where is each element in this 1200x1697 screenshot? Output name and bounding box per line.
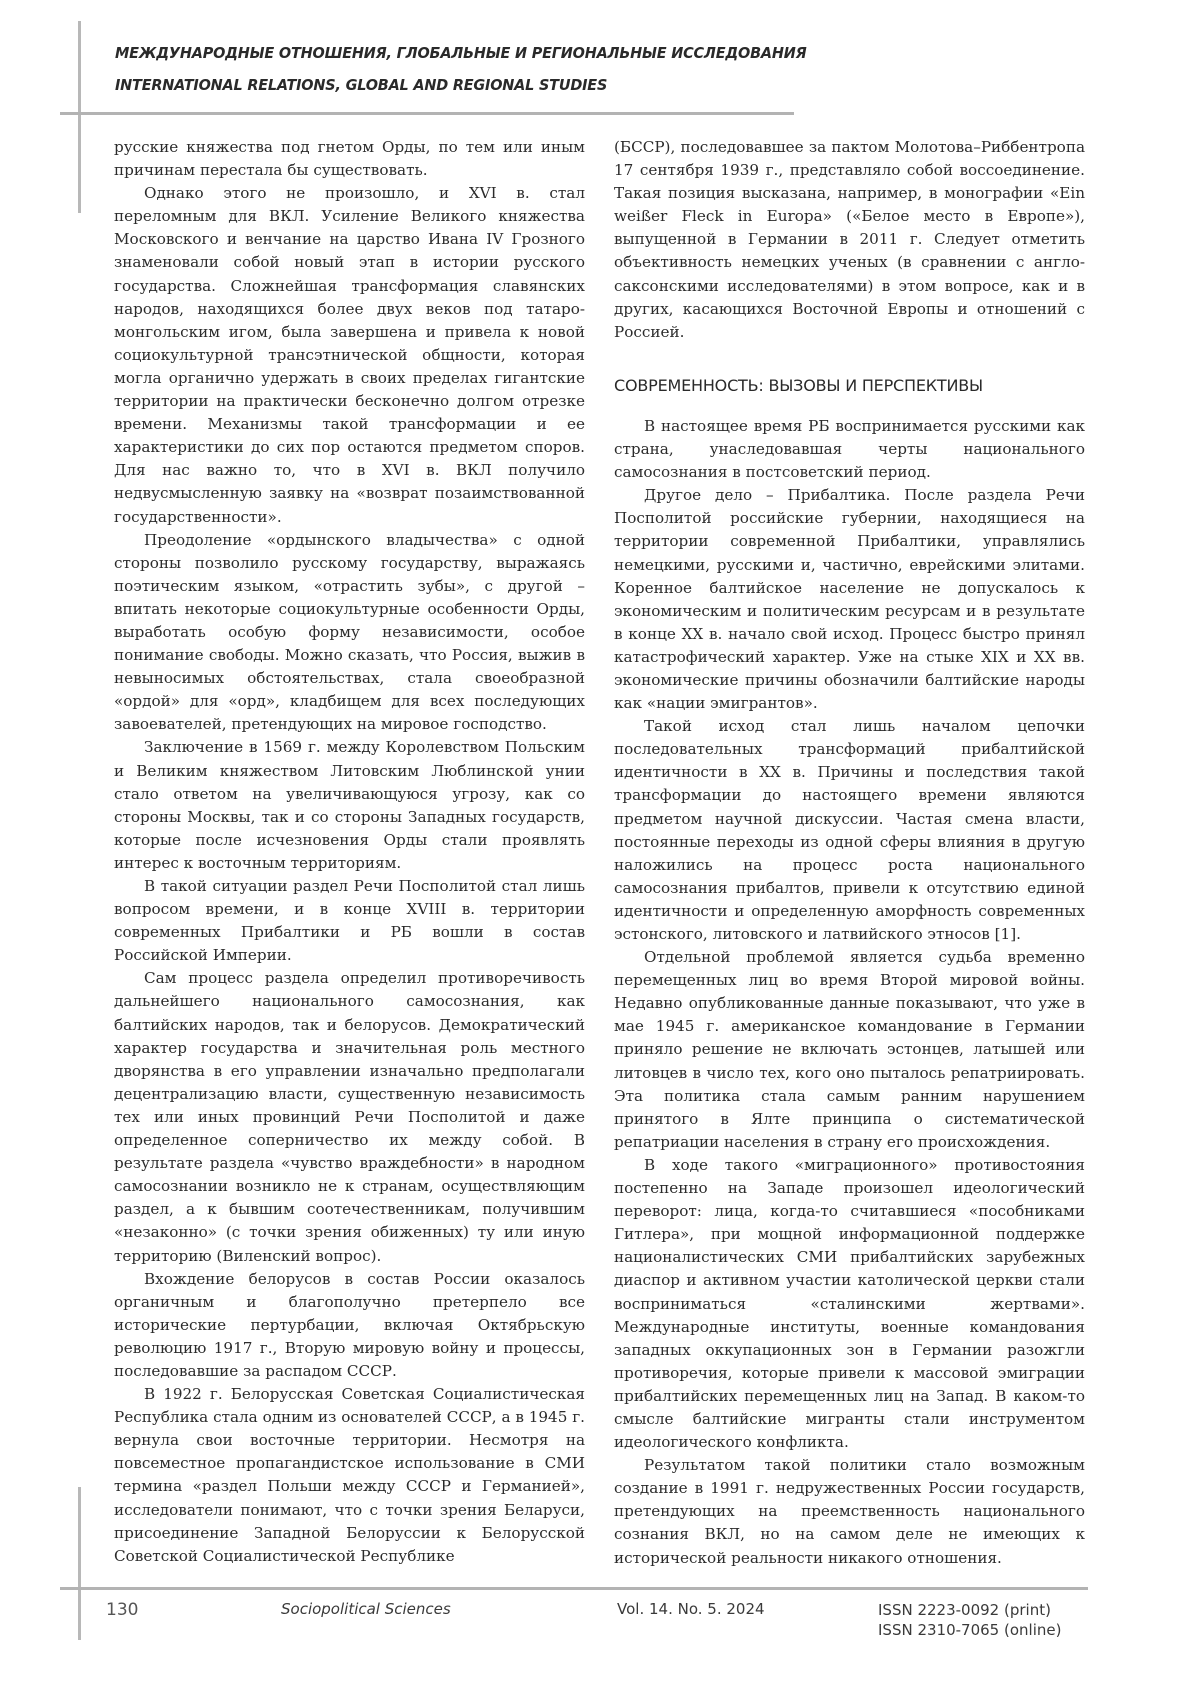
paragraph: Сам процесс раздела определил противоречивость дальнейшего национального самосознания, как балтийских народов, так и белорусов. Демократический характер государства и значительная роль местного дворянства в его управлении изначально предполагали децентрализацию власти, существенную независимость тех или иных провинций Речи Посполитой и даже определенное соперничество их между собой. В результате раздела «чувство враждебности» в народном самосознании возникло не к странам, осуществляющим раздел, а к бывшим соотечественникам, получившим «незаконно» (с точки зрения обиженных) ту или иную территорию (Виленский вопрос). bbox=[114, 969, 585, 1265]
paragraph: (БССР), последовавшее за пактом Молотова–Риббентропа 17 сентября 1939 г., представляло собой воссоединение. Такая позиция высказана, например, в монографии «Ein weißer Fleck in Europa» («Белое место в Европе»), выпущенной в Германии в 2011 г. Следует отметить объективность немецких ученых (в сравнении с англо-саксонскими исследователями) в этом вопросе, как и в других, касающихся Восточной Европы и отношений с Россией. bbox=[614, 138, 1085, 341]
journal-name: Sociopolitical Sciences bbox=[281, 1600, 451, 1618]
paragraph: Вхождение белорусов в состав России оказалось органичным и благополучно претерпело все исторические пертурбации, включая Октябрьскую революцию 1917 г., Вторую мировую войну и процессы, последовавшие за распадом СССР. bbox=[114, 1269, 585, 1380]
paragraph: Такой исход стал лишь началом цепочки последовательных трансформаций прибалтийской идентичности в XX в. Причины и последствия такой трансформации до настоящего времени являются предметом научной дискуссии. Частая смена власти, постоянные переходы из одной сферы влияния в другую наложились на процесс роста национального самосознания прибалтов, привели к отсутствию единой идентичности и определенную аморфность современных эстонского, литовского и латвийского этносов [1]. bbox=[614, 717, 1085, 943]
footer-horizontal-rule bbox=[60, 1587, 1088, 1590]
header-horizontal-rule bbox=[60, 112, 794, 115]
paragraph: Преодоление «ордынского владычества» с одной стороны позволило русскому государству, выражаясь поэтическим языком, «отрастить зубы», с другой – впитать некоторые социокультурные особенности Орды, выработать особую форму независимости, особое понимание свободы. Можно сказать, что Россия, выжив в невыносимых обстоятельствах, стала своеобразной «ордой» для «орд», кладбищем для всех последующих завоевателей, претендующих на мировое господство. bbox=[114, 530, 585, 734]
paragraph: Другое дело – Прибалтика. После раздела Речи Посполитой российские губернии, находящиеся на территории современной Прибалтики, управлялись немецкими, русскими и, частично, еврейскими элитами. Коренное балтийское население не допускалось к экономическим и политическим ресурсам и в результате в конце XX в. начало свой исход. Процесс быстро принял катастрофический характер. Уже на стыке XIX и XX вв. экономические причины обозначили балтийские народы как «нации эмигрантов». bbox=[614, 486, 1085, 713]
paragraph: Результатом такой политики стало возможным создание в 1991 г. недружественных России государств, претендующих на преемственность национального сознания ВКЛ, но на самом деле не имеющих к исторической реальности никакого отношения. bbox=[614, 1456, 1085, 1567]
volume-info: Vol. 14. No. 5. 2024 bbox=[617, 1600, 765, 1618]
issn-online: ISSN 2310-7065 (online) bbox=[878, 1621, 1062, 1639]
page-number: 130 bbox=[106, 1600, 139, 1620]
section-heading: СОВРЕМЕННОСТЬ: ВЫЗОВЫ И ПЕРСПЕКТИВЫ bbox=[614, 375, 983, 395]
paragraph: В ходе такого «миграционного» противостояния постепенно на Западе произошел идеологический переворот: лица, когда-то считавшиеся «пособниками Гитлера», при мощной информационной поддержке националистических СМИ прибалтийских зарубежных диаспор и активном участии католической церкви стали восприниматься «сталинскими жертвами». Международные институты, военные командования западных оккупационных зон в Германии разожгли противоречия, которые привели к массовой эмиграции прибалтийских перемещенных лиц на Запад. В каком-то смысле балтийские мигранты стали инструментом идеологического конфликта. bbox=[614, 1155, 1085, 1452]
paragraph: В 1922 г. Белорусская Советская Социалистическая Республика стала одним из основателей СССР, а в 1945 г. вернула свои восточные территории. Несмотря на повсеместное пропагандистское использование в СМИ термина «раздел Польши между СССР и Германией», исследователи понимают, что с точки зрения Беларуси, присоединение Западной Белоруссии к Белорусской Советской Социалистической Республике bbox=[114, 1385, 585, 1565]
left-column bbox=[114, 136, 585, 1568]
bottom-vertical-rule bbox=[78, 1487, 81, 1640]
paragraph: Однако этого не произошло, и XVI в. стал переломным для ВКЛ. Усиление Великого княжества Московского и венчание на царство Ивана IV Грозного знаменовали собой новый этап в истории русского государства. Сложнейшая трансформация славянских народов, находящихся более двух веков под татаро-монгольским игом, была завершена и привела к новой социокультурной трансэтнической общности, которая могла органично удержать в своих пределах гигантские территории на практически бесконечно долгом отрезке времени. Механизмы такой трансформации и ее характеристики до сих пор остаются предметом споров. Для нас важно то, что в XVI в. ВКЛ получило недвусмысленную заявку на «возврат позаимствованной государственности». bbox=[114, 184, 585, 526]
paragraph: В настоящее время РБ воспринимается русскими как страна, унаследовавшая черты национального самосознания в постсоветский период. bbox=[614, 416, 1085, 482]
paragraph: русские княжества под гнетом Орды, по тем или иным причинам перестала бы существовать. bbox=[114, 138, 585, 180]
paragraph: Заключение в 1569 г. между Королевством Польским и Великим княжеством Литовским Люблинской унии стало ответом на увеличивающуюся угрозу, как со стороны Москвы, так и со стороны Западных государств, которые после исчезновения Орды стали проявлять интерес к восточным территориям. bbox=[114, 738, 585, 872]
paragraph: Отдельной проблемой является судьба временно перемещенных лиц во время Второй мировой войны. Недавно опубликованные данные показывают, что уже в мае 1945 г. американское командование в Германии приняло решение не включать эстонцев, латышей или литовцев в число тех, кого оно пыталось репатриировать. Эта политика стала самым ранним нарушением принятого в Ялте принципа о систематической репатриации населения в страну его происхождения. bbox=[614, 948, 1085, 1151]
journal-title-ru: МЕЖДУНАРОДНЫЕ ОТНОШЕНИЯ, ГЛОБАЛЬНЫЕ И РЕГИОНАЛЬНЫЕ ИССЛЕДОВАНИЯ bbox=[115, 44, 807, 62]
journal-title-en: INTERNATIONAL RELATIONS, GLOBAL AND REGIONAL STUDIES bbox=[115, 76, 608, 94]
right-column bbox=[614, 136, 1085, 1570]
paragraph: В такой ситуации раздел Речи Посполитой стал лишь вопросом времени, и в конце XVIII в. территории современных Прибалтики и РБ вошли в состав Российской Империи. bbox=[114, 877, 585, 965]
issn-block bbox=[878, 1600, 1061, 1640]
issn-print: ISSN 2223-0092 (print) bbox=[878, 1601, 1051, 1619]
top-vertical-rule bbox=[78, 21, 81, 213]
